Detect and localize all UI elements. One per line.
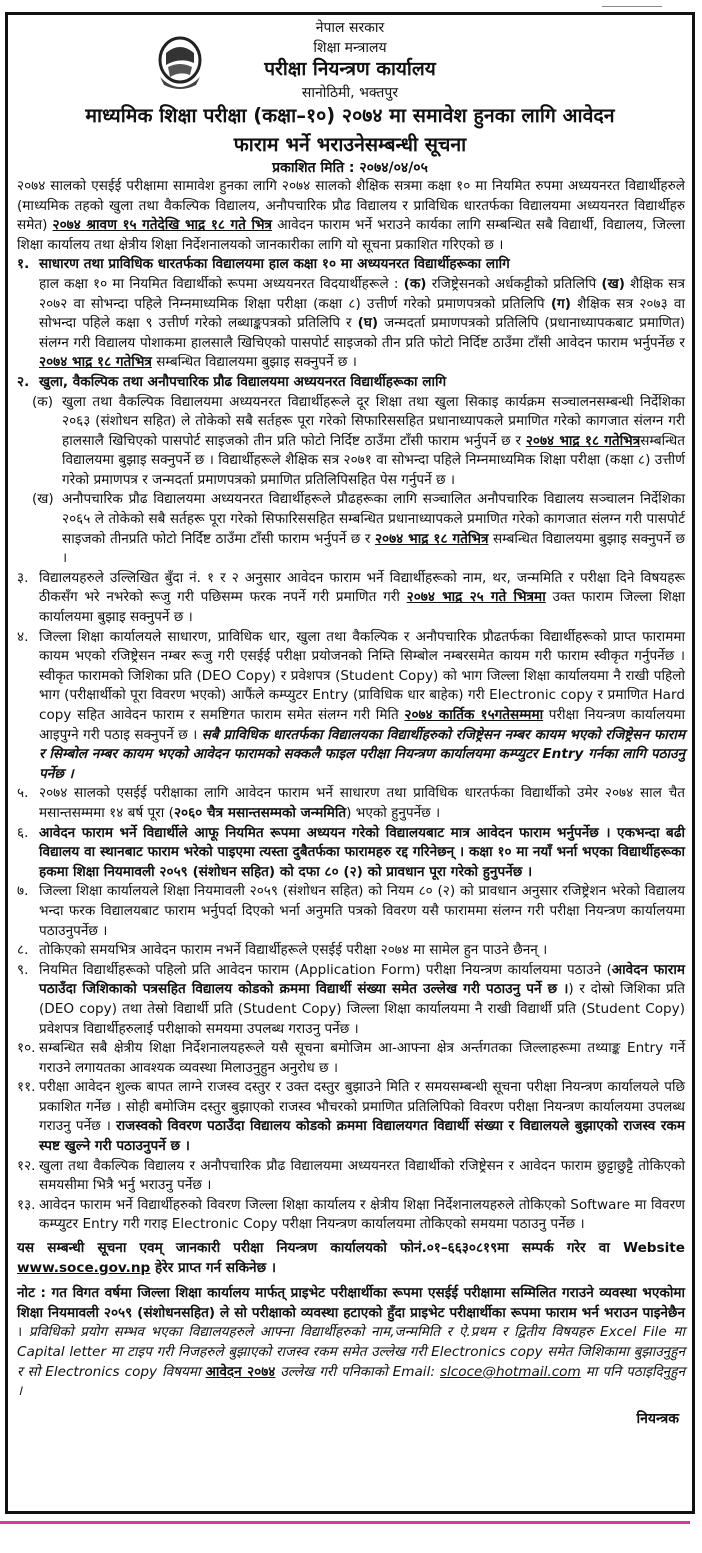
- text-segment: उल्लेख गरी पनिकाको Email:: [275, 1363, 440, 1380]
- text-segment: (ग): [550, 295, 571, 312]
- text-segment: सम्बन्धित सबै क्षेत्रीय शिक्षा निर्देशनालयहरूले यसै सूचना बमोजिम आ-आफ्ना क्षेत्र अर्न्तगतका जिल्लाहरूमा तथ्याङ्क Entry गर्ने गराउने लगायतका आवश्यक व्यवस्था मिलाउनुहुन अनुरोध छ ।: [39, 1040, 685, 1076]
- text-segment: सम्बन्धित विद्यालयमा बुझाइ सक्नुपर्ने छ ।: [62, 530, 685, 567]
- text-segment: आवेदन फाराम पठाउँदा जिशिकाको पत्रसहित विद्यालय कोडको क्रममा विद्यार्थी संख्या समेत उल्लेख गरी पठाउनु पर्ने छ ।: [39, 961, 685, 998]
- text-segment: २०६० चैत्र मसान्तसम्मको जन्ममिति: [173, 804, 347, 821]
- text-segment: हाल कक्षा १० मा नियमित विद्यार्थीको रूपमा अध्ययनरत विदयार्थीहरूले :: [39, 275, 404, 292]
- text-segment: मा पनि पठाइदिनुहुन ।: [17, 1363, 685, 1400]
- link-text[interactable]: www.soce.gov.np: [17, 1259, 151, 1276]
- text-segment: २०७४ भाद्र १८ गतेभित्र: [374, 530, 489, 547]
- item-number: ७.: [17, 883, 29, 900]
- text-segment: जन्मदर्ता प्रमाणपत्रको प्रतिलिपि (प्रधानाध्यापकबाट प्रमाणित) संलग्न गरी विद्यालय पोशाकमा हालसालै खिचिएको पासपोर्ट साइजको तीन प्रति फोटो निर्दिष्ट ठाउँमा टाँसी आवेदन फाराम भर्नुपर्नेछ र: [39, 315, 685, 351]
- item-number: ३.: [17, 569, 29, 586]
- item-row: [17, 1157, 685, 1196]
- item-number: ११.: [17, 1079, 36, 1096]
- notice-item: [17, 784, 685, 823]
- item-row: [17, 1196, 685, 1235]
- text-segment: शैक्षिक सत्र २०७३ वा सोभन्दा पहिले कक्षा ९ उत्तीर्ण गरेको लब्धाङ्कपत्रको प्रतिलिपि र: [39, 295, 685, 332]
- notice-item: [17, 255, 685, 373]
- item-row: [17, 569, 685, 628]
- notice-item: [17, 882, 685, 941]
- item-text: [39, 1078, 685, 1156]
- notice-item: [17, 569, 685, 628]
- text-segment: (क): [403, 275, 427, 292]
- text-segment: हेरेर प्राप्त गर्न सकिनेछ ।: [150, 1259, 277, 1276]
- published-date: प्रकाशित मिति : २०७४/०४/०५: [272, 159, 428, 176]
- notice-item: [17, 628, 685, 785]
- ministry-name: शिक्षा मन्त्रालय: [313, 40, 387, 57]
- item-paragraph: [39, 275, 685, 373]
- intro-paragraph: [17, 177, 685, 255]
- item-number: १०.: [17, 1040, 36, 1057]
- sub-item-label: (क): [32, 393, 54, 410]
- item-row: [17, 941, 685, 961]
- item-text: [39, 784, 685, 823]
- text-segment: नियमित विद्यार्थीहरूको पहिलो प्रति आवेदन फाराम (Application Form) परीक्षा नियन्त्रण कार्यालयमा पठाउने (: [39, 961, 612, 978]
- text-segment: राजस्वको विवरण पठाउँदा विद्यालय कोडको क्रममा विद्यालयगत विद्यार्थी संख्या र विद्यालयले बुझाएको राजस्व रकम स्पष्ट खुल्ने गरी पठाउनुपर्ने छ ।: [39, 1118, 686, 1155]
- item-number: ६.: [17, 824, 29, 841]
- text-segment: ) भएको हुनुपर्नेछ ।: [346, 804, 441, 821]
- item-heading: खुला, वैकल्पिक तथा अनौपचारिक प्रौढ विद्यालयमा अध्ययनरत विद्यार्थीहरूका लागि: [39, 373, 447, 390]
- item-row: [17, 255, 685, 275]
- text-segment: विद्यालयहरुले उल्लिखित बुँदा नं. १ र २ अनुसार आवेदन फाराम भर्ने विद्यार्थीहरूको नाम, थर, जन्ममिति र परीक्षा दिने विषयहरू ठीकसँग भरे नभरेको रूजु गरी पछिसम्म फरक नपर्ने गरी प्रमाणित गरी: [39, 569, 685, 606]
- text-segment: जिल्ला शिक्षा कार्यालयले शिक्षा नियमावली २०५९ (संशोधन सहित) को नियम ८० (२) को प्रावधान अनुसार रजिष्ट्रेशन भरेको विद्यालय भन्दा फरक विद्यालयबाट फाराम भर्नुपर्दा दिएको भर्ना अनुमति पत्रको विवरण यसै फाराममा संलग्न गरी परीक्षा नियन्त्रण कार्यालयमा पठाउनुपर्नेछ ।: [39, 883, 685, 939]
- sub-item: [32, 490, 685, 568]
- notice-items: [17, 255, 685, 1235]
- notice-item: [17, 941, 685, 961]
- top-edge-mark: [602, 0, 662, 7]
- sub-item: [32, 393, 685, 491]
- text-segment: नोट : गत विगत वर्षमा जिल्ला शिक्षा कार्यालय मार्फत् प्राइभेट परीक्षार्थीका रूपमा एसईई परीक्षामा सम्मिलित गराउने व्यवस्था भएकोमा शिक्षा नियमावली २०५९ (संशोधनसहित) ले सो परीक्षाको व्यवस्था हटाएको हुँदा प्राइभेट परीक्षार्थीका रूपमा फाराम भर्न भराउन पाइनेछैन: [17, 1285, 685, 1321]
- text-segment: प्रविधिको प्रयोग सम्भव भएका विद्यालयहरुले आफ्ना विद्यार्थीहरुको नाम,जन्ममिति र ऐ.प्रथम र द्वितीय विषयहरु Excel File मा Capital letter मा टाइप गरी निजहरुले बुझाएको राजस्व रकम समेत उल्लेख गरी Electronics copy समेत जिशिकामा बुझाउनुहुन र सो Electronics copy विषयमा: [17, 1324, 685, 1380]
- item-text: [39, 882, 685, 941]
- text-segment: सम्बन्धित विद्यालयमा बुझाइ सक्नुपर्ने छ । विद्यार्थीहरूले शैक्षिक सत्र २०७१ वा सोभन्दा पहिले निम्नमाध्यमिक शिक्षा परीक्षा (कक्षा ८) उत्तीर्ण गरेको प्रमाणपत्र र जन्मदर्ता प्रमाणपत्रको प्रमाणित प्रतिलिपिसहित पेस गर्नुपर्ने छ ।: [62, 432, 686, 488]
- item-text: [39, 373, 685, 393]
- notice-item: [17, 1157, 685, 1196]
- item-number: ५.: [17, 785, 29, 802]
- text-segment: २०७४ भाद्र १८ गतेभित्र: [39, 354, 152, 371]
- text-segment: २०७४ सालको एसईई परीक्षामा सामावेश हुनका लागि २०७४ सालको शैक्षिक सत्रमा कक्षा १० मा नियमित रुपमा अध्ययनरत विद्यार्थीहरुले (माध्यमिक तहको खुला तथा वैकल्पिक विद्यालय, अनौपचारिक प्रौढ विद्यालय र प्राविधिक धारतर्फका विद्यालयमा अध्ययनरत विद्यार्थीहरु समेत): [17, 177, 686, 234]
- item-text: [39, 1039, 685, 1078]
- notice-item: [17, 824, 685, 883]
- notice-title-line1: माध्यमिक शिक्षा परीक्षा (कक्षा–१०) २०७४ मा समावेश हुनका लागि आवेदन: [85, 104, 615, 128]
- item-text: [39, 1157, 685, 1196]
- sub-item-text: [62, 393, 685, 491]
- item-number: २.: [17, 373, 30, 390]
- sub-item-label: (ख): [32, 491, 54, 508]
- item-row: [17, 961, 685, 1039]
- item-row: [17, 784, 685, 823]
- text-segment: ) र दोस्रो जिशिका प्रति (DEO copy) तथा तेस्रो विद्यार्थी प्रति (Student Copy) जिल्ला शिक्षा कार्यालयमा नै राखी विद्यार्थी प्रति (Student Copy) प्रवेशपत्र विद्यार्थीहरुलाई परीक्षाको समयमा उपलब्ध गराउनु पर्नेछ ।: [39, 981, 685, 1037]
- text-segment: (ख): [601, 275, 625, 292]
- item-row: [17, 824, 685, 883]
- item-number: ४.: [17, 628, 29, 645]
- text-segment: २०७४ भाद्र २५ गते भित्रमा: [406, 589, 546, 606]
- item-text: [39, 628, 685, 785]
- text-segment: (घ): [357, 315, 379, 332]
- text-segment: अनौपचारिक प्रौढ विद्यालयमा अध्ययनरत विद्यार्थीहरूले प्रौढहरूका लागि सञ्चालित अनौपचारिक विद्यालय सञ्चालन निर्देशिका २०६५ ले तोकेको सबै सर्तहरू पूरा गरेको सिफारिससहित सम्बन्धित प्रधानाध्यापकले प्रमाणित गरेको कागजात संलग्न गरी पासपोर्ट साइजको तीनप्रति फोटो निर्दिष्ट ठाउँमा टाँसी फाराम भर्नुपर्ने छ र: [62, 491, 685, 547]
- sub-item-text: [62, 490, 685, 568]
- text-segment: परीक्षा आवेदन शुल्क बापत लाग्ने राजस्व दस्तुर र उक्त दस्तुर बुझाउने मिति र समयसम्बन्धी सूचना परीक्षा नियन्त्रण कार्यालयले पछि प्रकाशित गर्नेछ । सोही बमोजिम दस्तुर बुझाएको राजस्व भौचरको प्रमाणित प्रतिलिपिको विवरण परीक्षा नियन्त्रण कार्यालयमा उपलब्ध गराउनु पर्नेछ ।: [39, 1079, 685, 1135]
- text-segment: आवेदन २०७४: [205, 1363, 276, 1380]
- notice-body: [8, 177, 692, 1429]
- text-segment: ।: [17, 1324, 29, 1341]
- contact-paragraph: [17, 1239, 685, 1278]
- text-segment: यस सम्बन्धी सूचना एवम् जानकारी परीक्षा नियन्त्रण कार्यालयको फोनं.०१–६६३०८१९मा सम्पर्क गरेर वा Website: [17, 1240, 685, 1257]
- notice-title-line2: फाराम भर्ने भराउनेसम्बन्धी सूचना: [233, 132, 467, 156]
- text-segment: आवेदन फाराम भर्ने विद्यार्थीहरुको विवरण जिल्ला शिक्षा कार्यालय र क्षेत्रीय शिक्षा निर्देशनालयहरुले तोकिएको Software मा विवरण कम्प्युटर Entry गरी गराइ Electronic Copy परीक्षा नियन्त्रण कार्यालयमा तोकिएको समयमा पठाउनु पर्नेछ ।: [39, 1196, 685, 1233]
- text-segment: २०७४ कार्तिक १५गतेसम्ममा: [404, 707, 544, 723]
- item-number: १.: [17, 256, 30, 273]
- item-heading: साधारण तथा प्राविधिक धारतर्फका विद्यालयमा हाल कक्षा १० मा अध्ययनरत विद्यार्थीहरूका लागि: [39, 256, 510, 273]
- item-row: [17, 628, 685, 785]
- government-name: नेपाल सरकार: [315, 20, 385, 36]
- text-segment: खुला तथा वैकल्पिक विद्यालय र अनौपचारिक प्रौढ विद्यालयमा अध्ययनरत विद्यार्थीको रजिष्ट्रेसन र आवेदन फाराम छुट्टाछुट्टै तोकिएको समयसीमा भित्रै भर्नु भराउनु पर्नेछ ।: [39, 1157, 685, 1194]
- item-text: [39, 1196, 685, 1235]
- item-text: [39, 569, 685, 628]
- text-segment: रजिष्ट्रेसनको अर्धकट्टीको प्रतिलिपि: [426, 275, 602, 292]
- notice-item: [17, 961, 685, 1039]
- notice-item: [17, 1039, 685, 1078]
- text-segment: परीक्षा नियन्त्रण कार्यालयमा आइपुग्ने गरी पठाइ सक्नुपर्ने छ ।: [39, 707, 685, 743]
- accent-line: [0, 1521, 690, 1524]
- text-segment: आवेदन फाराम भर्ने विद्यार्थीले आफू नियमित रूपमा अध्ययन गरेको विद्यालयबाट मात्र आवेदन फाराम भर्नुपर्नेछ । एकभन्दा बढी विद्यालय वा स्थानबाट फाराम भरेको पाइएमा त्यस्ता दुबैतर्फका फारामहरु रद्द गरिनेछन् । कक्षा १० मा नयाँ भर्ना भएका विद्यार्थीहरूका हकमा शिक्षा नियमावली २०५९ (संशोधन सहित) को दफा ८० (२) को प्रावधान पूरा गरेको हुनुपर्नेछ ।: [39, 824, 685, 880]
- text-segment: २०७४ श्रावण १५ गतेदेखि भाद्र १८ गते भित्र: [52, 217, 273, 234]
- notice-frame: [5, 12, 695, 1514]
- item-row: [17, 882, 685, 941]
- notice-item: [17, 1196, 685, 1235]
- item-text: [39, 255, 685, 275]
- item-row: [17, 373, 685, 393]
- item-number: १३.: [17, 1196, 36, 1213]
- item-number: १२.: [17, 1157, 36, 1174]
- text-segment: शैक्षिक सत्र २०७२ वा सोभन्दा पहिले निम्नमाध्यमिक शिक्षा परीक्षा (कक्षा ८) उत्तीर्ण गरेको प्रमाणपत्रको प्रतिलिपि: [39, 275, 685, 312]
- item-text: [39, 941, 685, 961]
- item-number: ८.: [17, 942, 29, 959]
- text-segment: २०७४ भाद्र १८ गतेभित्र: [525, 432, 641, 449]
- text-segment: जिल्ला शिक्षा कार्यालयले साधारण, प्राविधिक धार, खुला तथा वैकल्पिक र अनौपचारिक प्रौढतर्फका विद्यार्थीहरूको प्राप्त फाराममा कायम भएको रजिष्ट्रेसन नम्बर रूजु गरी एसईई परीक्षा प्रयोजनको निम्ति सिम्बोल नम्बरसमेत कायम गरी फाराम स्वीकृत गर्नुपर्नेछ । स्वीकृत फारामको जिशिका प्रति (DEO Copy) र प्रवेशपत्र (Student Copy) को भाग जिल्ला शिक्षा कार्यालयमा नै राखी पहिलो भाग (परीक्षार्थीको पूरा विवरण भएको) आफैंले कम्प्युटर Entry (प्राविधिक धार बाहेक) गरी Electronic copy र प्रमाणित Hard copy सहित आवेदन फाराम र समष्टिगत फाराम समेत संलग्न गरी मिति: [39, 628, 685, 723]
- link-text[interactable]: slcoce@hotmail.com: [439, 1363, 581, 1380]
- text-segment: आवेदन फाराम भर्ने भराउने कार्यका लागि सम्बन्धित सबै विद्यार्थी, विद्यालय, जिल्ला शिक्षा कार्यालय तथा क्षेत्रीय शिक्षा निर्देशनालयको जानकारीका लागि यो सूचना प्रकाशित गरिएको छ ।: [17, 217, 686, 253]
- text-segment: सबै प्राविधिक धारतर्फका विद्यालयका विद्यार्थीहरुको रजिष्ट्रेसन नम्बर कायम भएको रजिष्ट्रेसन फाराम र सिम्बोल नम्बर कायम भएको आवेदन फारामको सक्कलै फाइल परीक्षा नियन्त्रण कार्यालयमा कम्प्युटर Entry गर्नका लागि पठाउनु पर्नेछ ।: [39, 726, 685, 782]
- note-paragraph: [17, 1284, 685, 1402]
- item-row: [17, 1078, 685, 1156]
- item-text: [39, 824, 685, 883]
- item-number: ९.: [17, 961, 29, 978]
- notice-item: [17, 1078, 685, 1156]
- text-segment: सम्बन्धित विद्यालयमा बुझाइ सक्नुपर्ने छ ।: [151, 354, 357, 371]
- signature: नियन्त्रक: [636, 1410, 679, 1427]
- text-segment: तोकिएको समयभित्र आवेदन फाराम नभर्ने विद्यार्थीहरूले एसईई परीक्षा २०७४ मा सामेल हुन पाउने छैनन् ।: [39, 942, 548, 959]
- text-segment: २०७४ सालको एसईई परीक्षाका लागि आवेदन फाराम भर्ने साधारण तथा प्राविधिक धारतर्फका विद्यार्थीको उमेर २०७४ साल चैत मसान्तसम्ममा १४ बर्ष पूरा (: [39, 785, 685, 821]
- notice-item: [17, 373, 685, 569]
- item-text: [39, 961, 685, 1039]
- office-name: परीक्षा नियन्त्रण कार्यालय: [264, 58, 436, 81]
- office-address: सानोठिमी, भक्तपुर: [301, 85, 399, 102]
- text-segment: उक्त फाराम जिल्ला शिक्षा कार्यालयमा बुझाइ सक्नुपर्ने छ ।: [39, 589, 685, 626]
- item-row: [17, 1039, 685, 1078]
- notice-header: [8, 19, 692, 177]
- nepal-emblem-icon: [154, 33, 206, 93]
- text-segment: खुला तथा वैकल्पिक विद्यालयमा अध्ययनरत विद्यार्थीहरूले दूर शिक्षा तथा खुला सिकाइ कार्यक्रम सञ्चालनसम्बन्धी निर्देशिका २०६३ (संशोधन सहित) ले तोकेको सबै सर्तहरू पूरा गरेको सिफारिससहित प्रधानाध्यापकले प्रमाणित गरेको कागजात संलग्न गरी हालसालै खिचिएको पासपोर्ट साइजको तीन प्रति फोटो निर्दिष्ट ठाउँमा टाँसी फाराम भर्नुपर्ने छ र: [62, 393, 685, 449]
